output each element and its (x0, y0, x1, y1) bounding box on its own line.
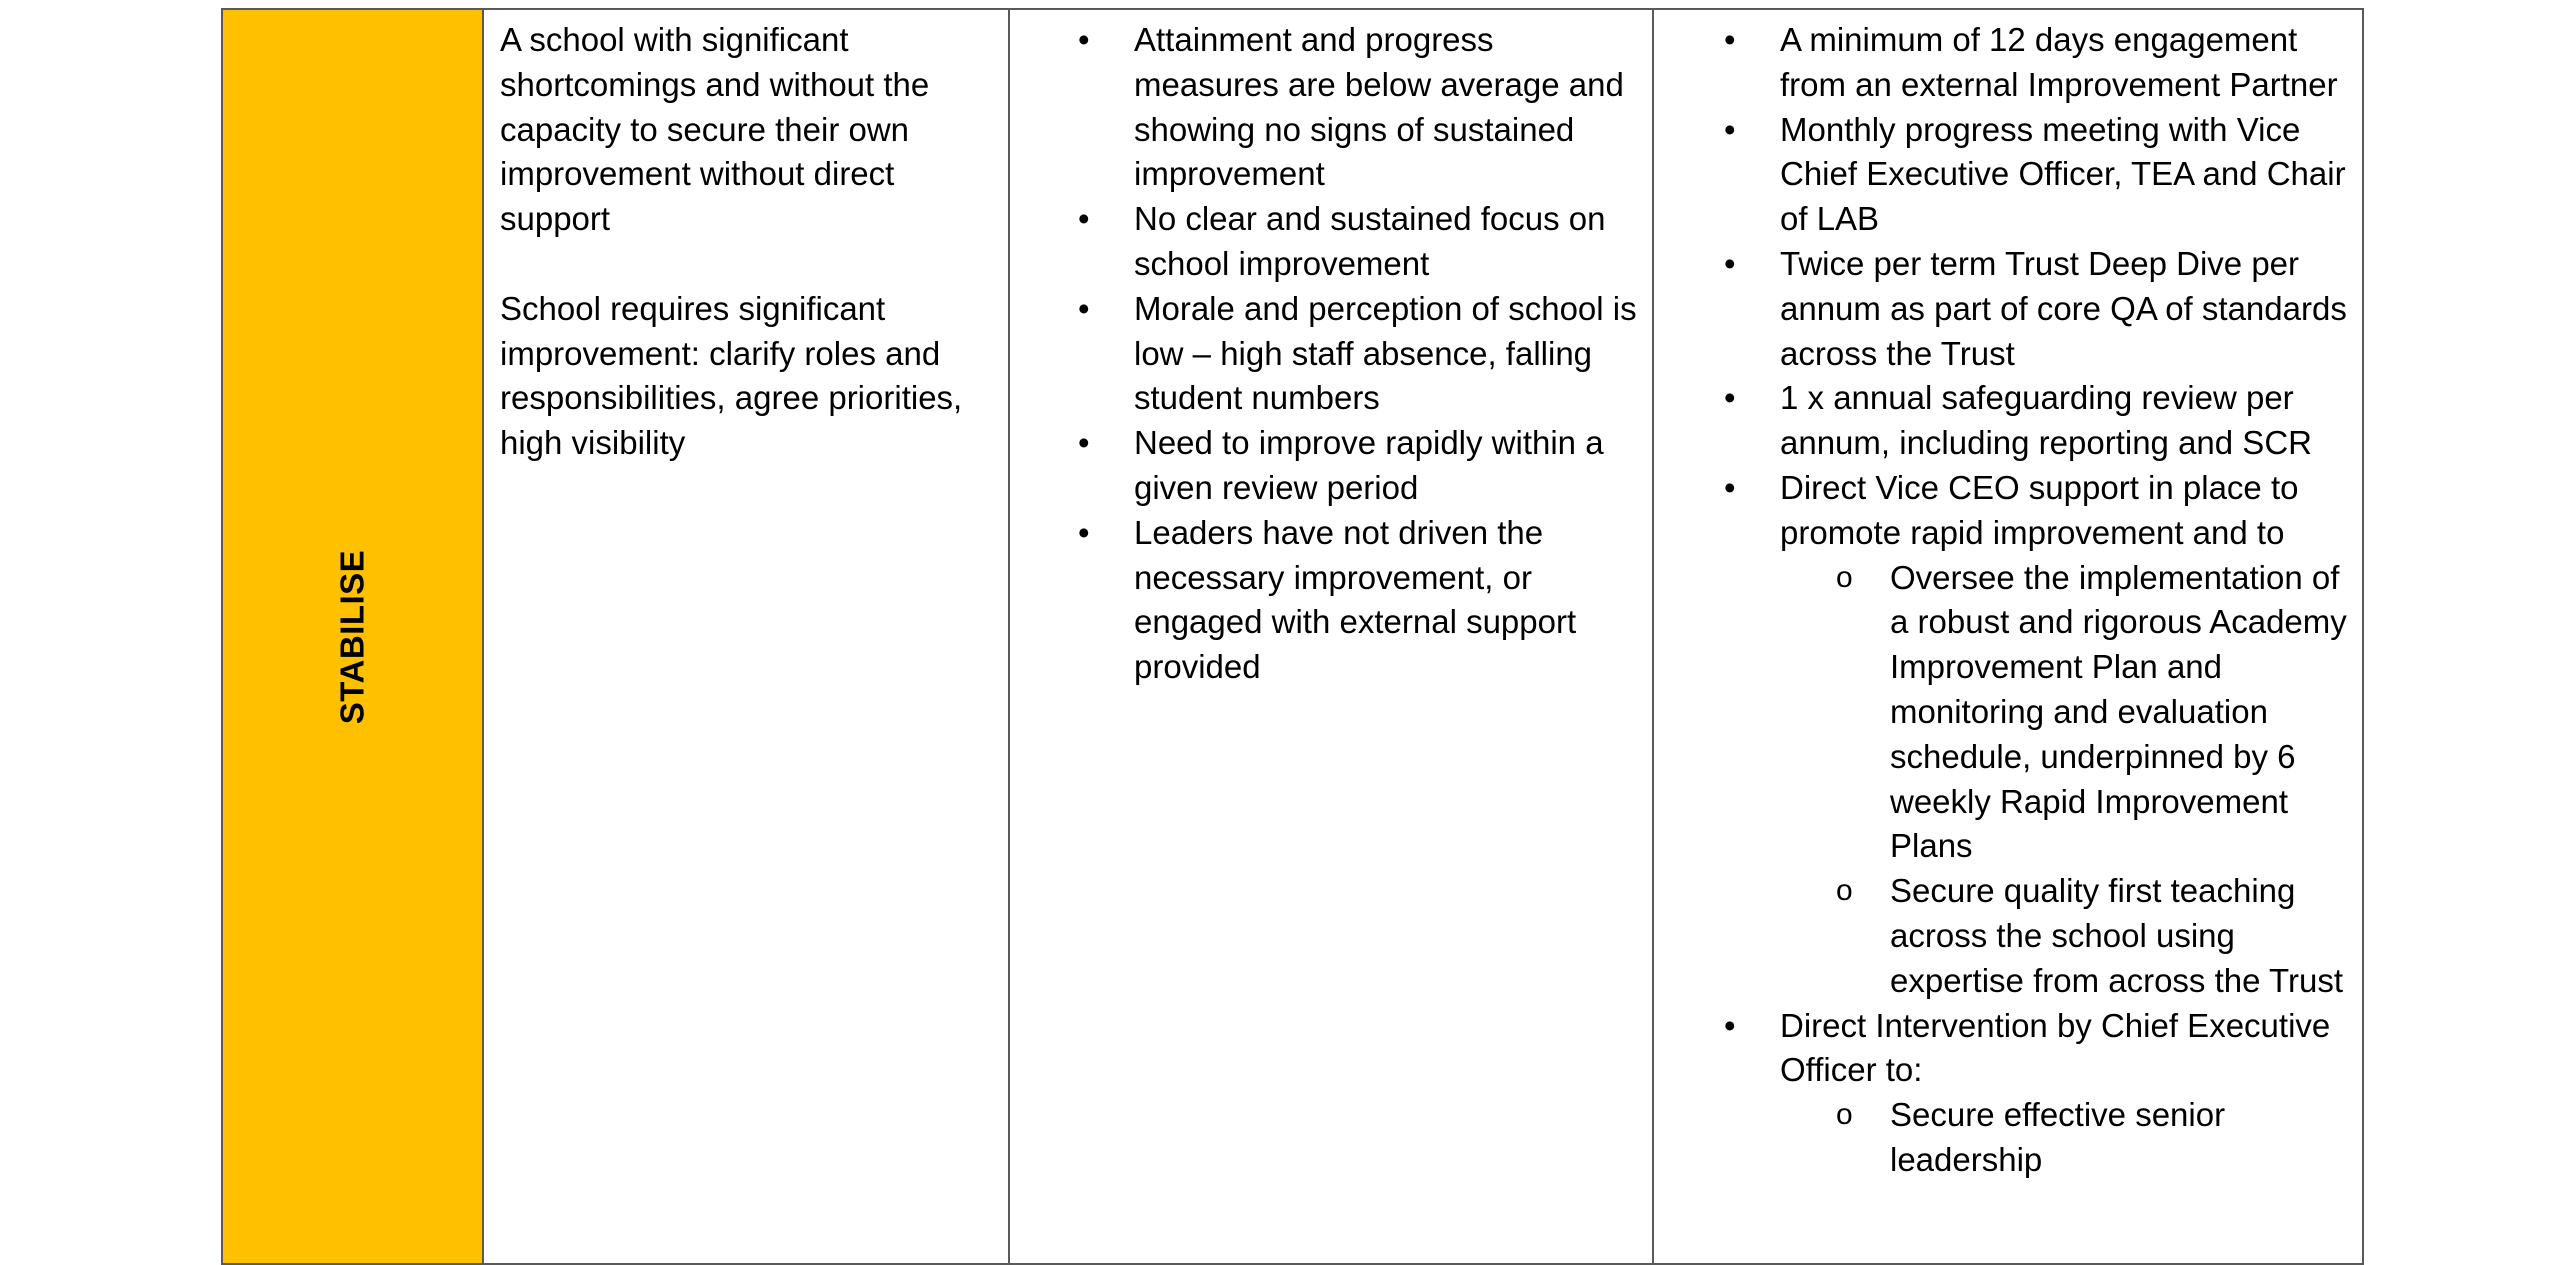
list-item (1654, 108, 2350, 242)
sub-item-text: Secure quality first teaching across the school using expertise from across the Trust (1890, 872, 2343, 999)
vice-ceo-sub-list (1780, 556, 2350, 1004)
support-text: Direct Intervention by Chief Executive Officer to: (1780, 1006, 2331, 1089)
list-item (1654, 466, 2350, 556)
bullet-icon: • (1724, 1006, 1736, 1044)
support-text: 1 x annual safeguarding review per annum, including reporting and SCR (1780, 379, 2312, 462)
sub-list-item (1780, 869, 2350, 1003)
circle-bullet-icon: o (1836, 1098, 1853, 1132)
description-paragraph-1: A school with significant shortcomings and without the capacity to secure their own improvement without direct support (500, 21, 930, 238)
stage-label-cell (222, 9, 483, 1264)
bullet-icon: • (1078, 21, 1090, 58)
list-item (1654, 18, 2350, 108)
sub-item-text: Oversee the implementation of a robust and rigorous Academy Improvement Plan and monitoring and evaluation schedule, underpinned by 6 weekly Rapid Improvement Plans (1890, 558, 2347, 865)
school-category-table (221, 8, 2364, 1265)
bullet-icon: • (1724, 21, 1736, 58)
support-list (1654, 18, 2350, 556)
bullet-icon: • (1078, 289, 1090, 327)
ceo-list (1654, 1004, 2350, 1094)
indicator-text: Morale and perception of school is low – high staff absence, falling student numbers (1134, 289, 1637, 417)
description-cell (483, 9, 1009, 1264)
bullet-icon: • (1724, 379, 1736, 417)
bullet-icon: • (1724, 468, 1736, 506)
indicator-text: No clear and sustained focus on school improvement (1134, 200, 1606, 282)
stage-label: STABILISE (333, 549, 371, 724)
list-item (1010, 511, 1638, 690)
bullet-icon: • (1724, 244, 1736, 282)
list-item (1654, 1004, 2350, 1094)
bullet-icon: • (1078, 424, 1090, 462)
support-text: Twice per term Trust Deep Dive per annum as part of core QA of standards across the Trust (1780, 244, 2347, 372)
support-text: A minimum of 12 days engagement from an external Improvement Partner (1780, 21, 2338, 103)
circle-bullet-icon: o (1836, 560, 1853, 594)
support-text: Direct Vice CEO support in place to promote rapid improvement and to (1780, 468, 2299, 551)
sub-item-text: Secure effective senior leadership (1890, 1096, 2226, 1178)
list-item (1010, 421, 1638, 511)
list-item (1010, 197, 1638, 287)
list-item (1654, 242, 2350, 376)
list-item (1010, 18, 1638, 197)
description-paragraph-2: School requires significant improvement: clarify roles and responsibilities, agree priorities, high visibility (500, 289, 963, 462)
support-text: Monthly progress meeting with Vice Chief Executive Officer, TEA and Chair of LAB (1780, 110, 2346, 238)
indicator-text: Attainment and progress measures are below average and showing no signs of sustained improvement (1134, 21, 1624, 193)
list-item (1654, 376, 2350, 466)
support-cell (1653, 9, 2363, 1264)
indicator-text: Need to improve rapidly within a given review period (1134, 424, 1604, 506)
table-row-stabilise (222, 9, 2363, 1264)
sub-list-item (1780, 556, 2350, 870)
indicators-list (1010, 18, 1638, 690)
bullet-icon: • (1078, 200, 1090, 238)
bullet-icon: • (1078, 513, 1090, 551)
list-item (1010, 287, 1638, 421)
sub-list-item (1780, 1093, 2350, 1183)
bullet-icon: • (1724, 110, 1736, 148)
indicators-cell (1009, 9, 1653, 1264)
indicator-text: Leaders have not driven the necessary improvement, or engaged with external support provided (1134, 513, 1577, 686)
circle-bullet-icon: o (1836, 874, 1853, 908)
ceo-sub-list (1780, 1093, 2350, 1183)
